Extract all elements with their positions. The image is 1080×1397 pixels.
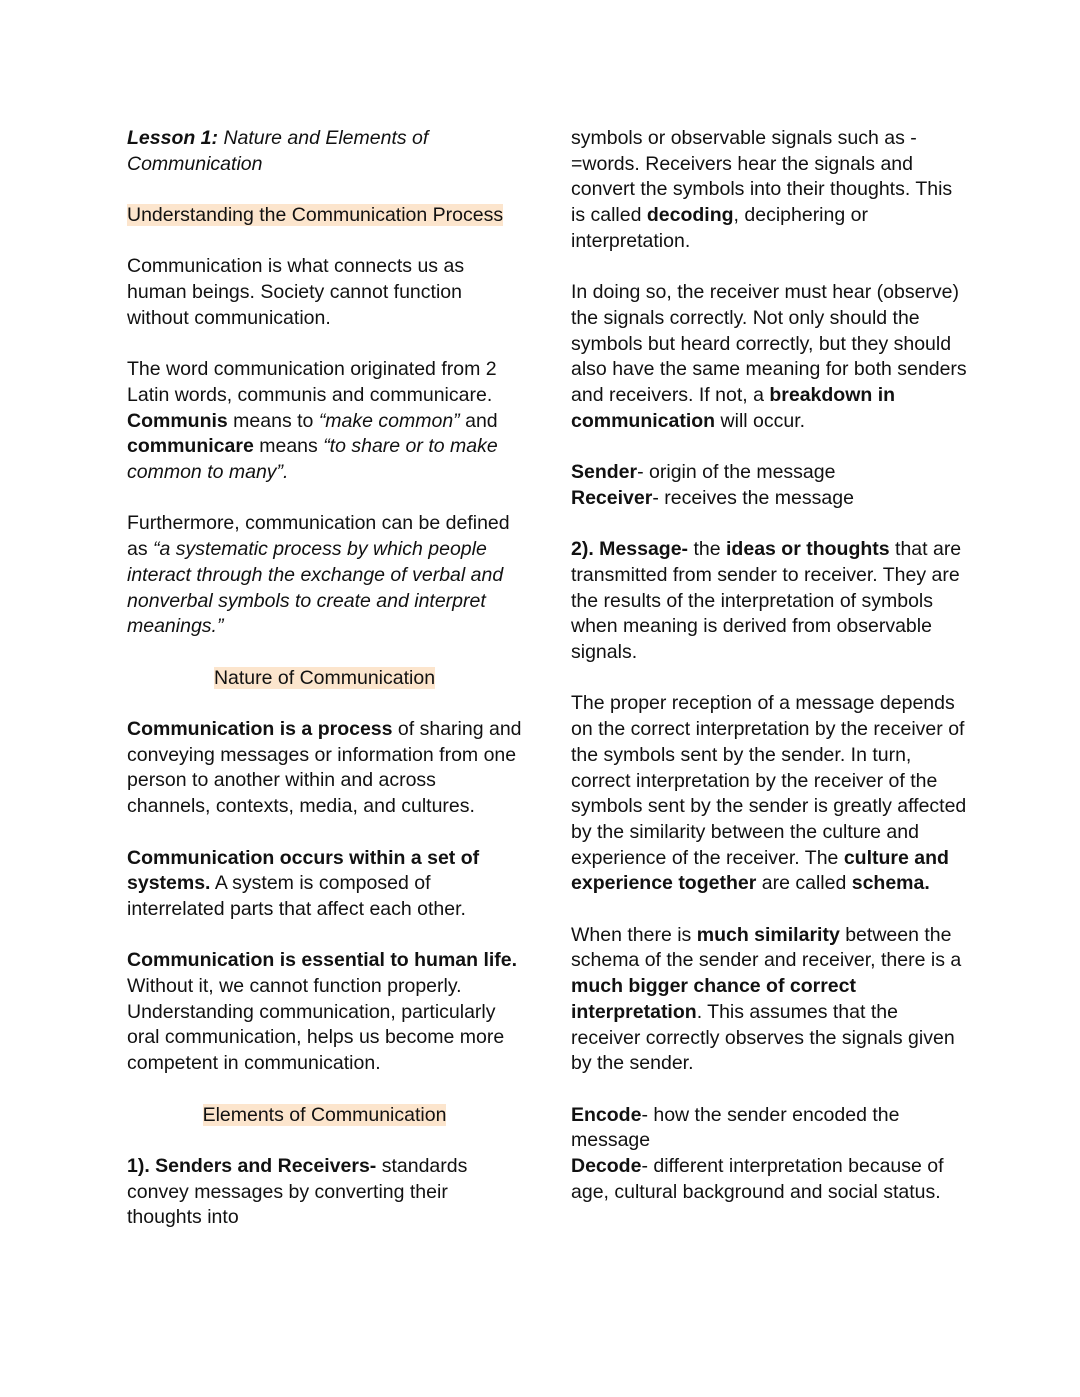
heading-elements-text: Elements of Communication — [202, 1103, 447, 1126]
paragraph-element-senders — [127, 1154, 522, 1231]
similarity-text-a: When there is — [571, 923, 697, 946]
origin-text-c: and — [459, 409, 498, 432]
paragraph-element-message — [571, 537, 971, 666]
term-encode: Encode — [571, 1103, 642, 1126]
nature-essential-text: Without it, we cannot function properly. Understanding communication, particularly oral communication, helps us become more competent in communication. — [127, 975, 505, 1075]
paragraph-intro: Communication is what connects us as human beings. Society cannot function without communication. — [127, 255, 465, 329]
lesson-label: Lesson 1: — [127, 127, 219, 149]
term-ideas: ideas or thoughts — [726, 538, 890, 561]
paragraph-decoding — [571, 126, 971, 255]
term-correct-interpretation: much bigger chance of correct interpretation — [571, 975, 856, 1023]
origin-text-b: means to — [227, 409, 319, 432]
term-decoding: decoding — [646, 204, 734, 227]
nature-systems-bold: Communication occurs within a set of systems. — [127, 846, 480, 895]
reception-text-a: The proper reception of a message depends on the correct interpretation by the receiver of the symbols sent by the sender. In turn, correct interpretation by the receiver of the symbols sent by the sender is greatly affected by the similarity between the culture and experience of the receiver. The — [571, 692, 967, 869]
section-heading-elements — [127, 1103, 522, 1129]
left-column — [127, 126, 522, 1231]
lesson-title-text: Nature and Elements of Communication — [127, 127, 429, 175]
nature-systems-text: A system is composed of interrelated parts that affect each other. — [127, 872, 466, 920]
decoding-text-a: symbols or observable signals such as -=words. Receivers hear the signals and convert the symbols into their thoughts. This is called — [571, 127, 953, 227]
paragraph-nature-process — [127, 717, 522, 820]
lesson-title — [127, 126, 522, 177]
similarity-text-b: between the schema of the sender and receiver, there is a — [571, 923, 962, 972]
def-decode: - different interpretation because of age, cultural background and social status. — [571, 1155, 944, 1203]
def-communicare: “to share or to make common to many”. — [127, 435, 498, 484]
def-receiver: - receives the message — [652, 486, 854, 509]
paragraph-origin — [127, 357, 522, 486]
section-heading-nature — [127, 666, 522, 692]
heading-nature-text: Nature of Communication — [213, 666, 436, 689]
section-heading-understanding — [127, 203, 522, 229]
reception-text-b: are called — [756, 872, 852, 895]
nature-essential-bold: Communication is essential to human life. — [127, 949, 518, 972]
term-communicare: communicare — [127, 435, 254, 458]
term-culture-experience: culture and experience together — [571, 846, 949, 895]
def-encode: - how the sender encoded the message — [571, 1103, 900, 1152]
decoding-text-b: , deciphering or interpretation. — [571, 204, 868, 252]
definitions-encode-decode — [571, 1103, 971, 1206]
paragraph-breakdown — [571, 280, 971, 434]
breakdown-text-a: In doing so, the receiver must hear (observe) the signals correctly. Not only should the symbols but heard correctly, but they should also have the same meaning for both senders and receivers. If not, a — [571, 281, 967, 407]
origin-text-a: The word communication originated from 2 Latin words, communis and communicare. — [127, 358, 497, 406]
definitions-sender-receiver — [571, 460, 971, 511]
definition-text: Furthermore, communication can be defined as — [127, 512, 510, 561]
term-decode: Decode — [571, 1155, 642, 1178]
term-schema: schema. — [851, 872, 930, 895]
term-much-similarity: much similarity — [696, 923, 840, 946]
paragraph-reception — [571, 691, 971, 897]
element-message-bold: 2). Message- — [571, 538, 689, 561]
definition-quote: “a systematic process by which people interact through the exchange of verbal and nonverbal symbols to create and interpret meanings.” — [127, 538, 504, 638]
def-communis: “make common” — [318, 409, 460, 432]
term-sender: Sender — [571, 461, 638, 484]
def-sender: - origin of the message — [637, 461, 836, 484]
breakdown-text-b: will occur. — [715, 409, 806, 432]
paragraph-similarity — [571, 923, 971, 1077]
element-senders-text: standards convey messages by converting their thoughts into — [127, 1154, 468, 1229]
term-receiver: Receiver — [571, 486, 653, 509]
right-column — [571, 126, 971, 1205]
paragraph-definition — [127, 511, 522, 640]
term-breakdown: breakdown in communication — [571, 384, 896, 432]
heading-understanding-text: Understanding the Communication Process — [127, 204, 504, 227]
paragraph-nature-systems — [127, 846, 522, 923]
similarity-text-c: . This assumes that the receiver correctly observes the signals given by the sender. — [571, 1000, 955, 1075]
nature-process-text: of sharing and conveying messages or information from one person to another within and across channels, contexts, media, and cultures. — [127, 718, 522, 818]
term-communis: Communis — [127, 409, 228, 432]
message-text-b: that are transmitted from sender to receiver. They are the results of the interpretation of symbols when meaning is derived from observable signals. — [571, 538, 962, 664]
nature-process-bold: Communication is a process — [127, 718, 393, 741]
message-text-a: the — [688, 538, 727, 561]
paragraph-nature-essential — [127, 948, 522, 1077]
element-senders-bold: 1). Senders and Receivers- — [127, 1154, 377, 1177]
origin-text-d: means — [253, 435, 324, 458]
